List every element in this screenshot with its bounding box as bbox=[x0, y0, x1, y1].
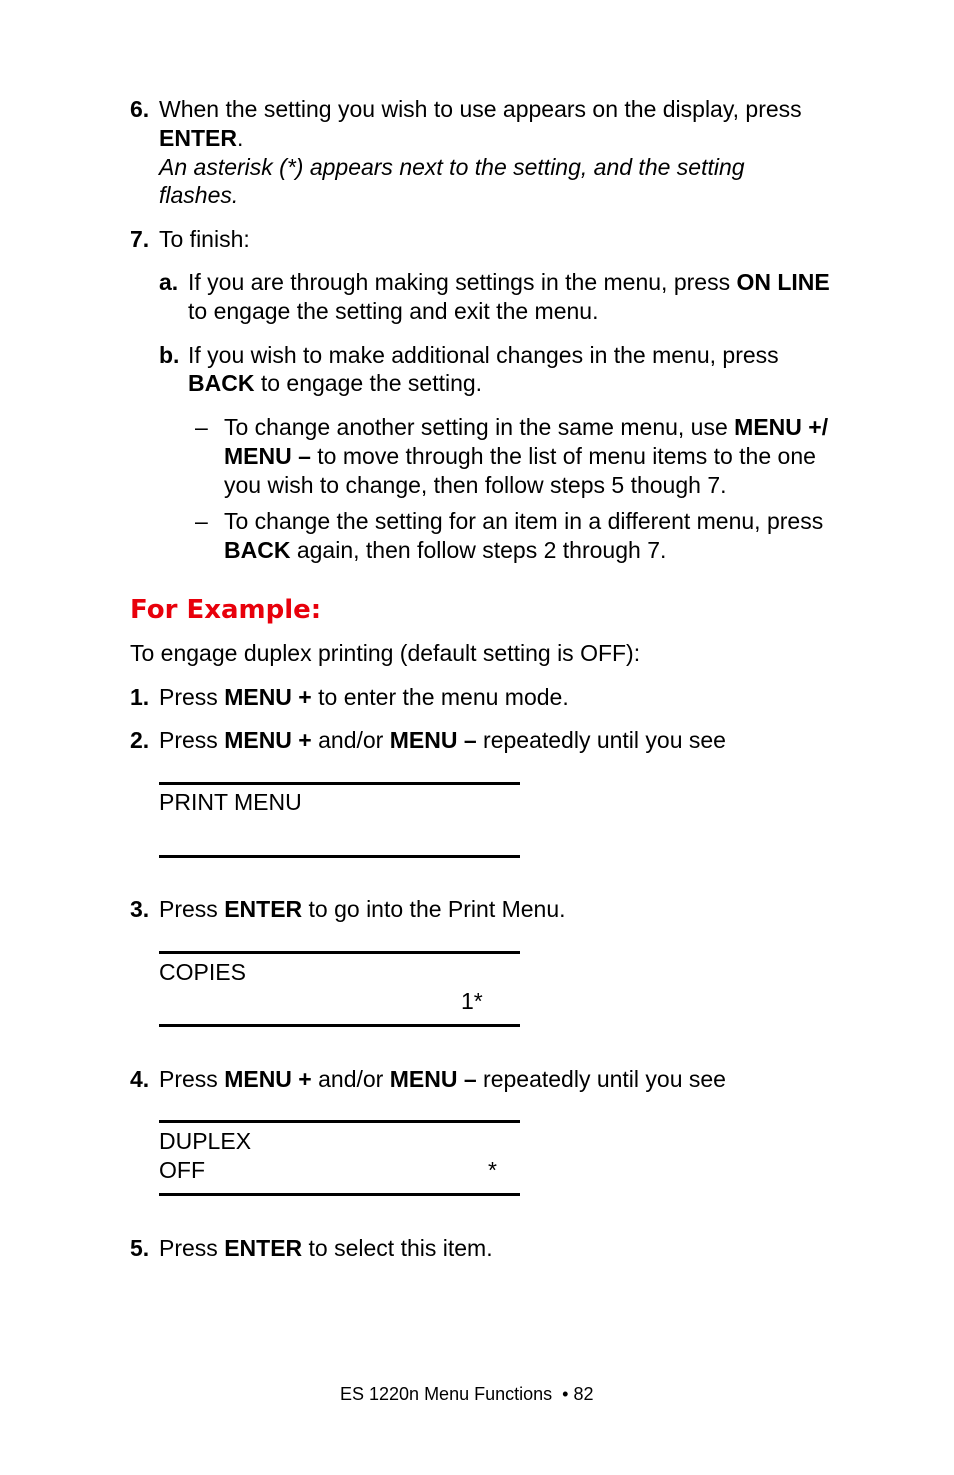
example-step-5-text: Press ENTER to select this item. bbox=[159, 1235, 493, 1261]
example-step-4-text: Press MENU + and/or MENU – repeatedly until you see bbox=[159, 1066, 726, 1092]
step-7-number: 7. bbox=[130, 226, 150, 252]
display-duplex-asterisk: * bbox=[488, 1157, 497, 1183]
display-copies-line1: COPIES bbox=[159, 959, 246, 985]
step-6-note: An asterisk (*) appears next to the setting, and the setting bbox=[159, 154, 745, 180]
substep-b-text: If you wish to make additional changes in the menu, press bbox=[188, 342, 779, 368]
dash-item-2-line2: BACK again, then follow steps 2 through 7. bbox=[224, 537, 667, 563]
substep-a-label: a. bbox=[159, 269, 179, 295]
display-top-rule bbox=[159, 1120, 520, 1123]
step-6-number: 6. bbox=[130, 96, 150, 122]
step-6-note-line2: flashes. bbox=[159, 182, 239, 208]
dash-item-1-line2: MENU – to move through the list of menu items to the one bbox=[224, 443, 816, 469]
substep-a-text-line2: to engage the setting and exit the menu. bbox=[188, 298, 599, 324]
example-step-3-number: 3. bbox=[130, 896, 150, 922]
display-duplex-value: OFF bbox=[159, 1157, 205, 1183]
substep-a-text: If you are through making settings in the menu, press ON LINE bbox=[188, 269, 830, 295]
display-bottom-rule bbox=[159, 1024, 520, 1027]
example-step-5-number: 5. bbox=[130, 1235, 150, 1261]
page-footer: ES 1220n Menu Functions • 82 bbox=[340, 1384, 594, 1404]
display-duplex-line1: DUPLEX bbox=[159, 1128, 252, 1154]
step-6-text: When the setting you wish to use appears on the display, press bbox=[159, 96, 802, 122]
example-step-1-number: 1. bbox=[130, 684, 150, 710]
display-print-menu-line1: PRINT MENU bbox=[159, 789, 302, 815]
substep-b-label: b. bbox=[159, 342, 180, 368]
dash-bullet-2: – bbox=[195, 508, 208, 534]
dash-item-1: To change another setting in the same menu, use MENU +/ bbox=[224, 414, 829, 440]
step-7-text: To finish: bbox=[159, 226, 250, 252]
dash-item-1-line3: you wish to change, then follow steps 5 though 7. bbox=[224, 472, 727, 498]
substep-b-text-line2: BACK to engage the setting. bbox=[188, 370, 483, 396]
dash-item-2: To change the setting for an item in a different menu, press bbox=[224, 508, 824, 534]
display-bottom-rule bbox=[159, 1193, 520, 1196]
example-heading: For Example: bbox=[130, 595, 322, 625]
display-top-rule bbox=[159, 782, 520, 785]
display-bottom-rule bbox=[159, 855, 520, 858]
display-top-rule bbox=[159, 951, 520, 954]
example-step-2-number: 2. bbox=[130, 727, 150, 753]
step-6-text-line2: ENTER. bbox=[159, 125, 244, 151]
dash-bullet-1: – bbox=[195, 414, 208, 440]
example-step-1-text: Press MENU + to enter the menu mode. bbox=[159, 684, 569, 710]
example-intro: To engage duplex printing (default setting is OFF): bbox=[130, 640, 641, 666]
example-step-4-number: 4. bbox=[130, 1066, 150, 1092]
display-copies-value: 1* bbox=[461, 988, 483, 1014]
example-step-2-text: Press MENU + and/or MENU – repeatedly until you see bbox=[159, 727, 726, 753]
example-step-3-text: Press ENTER to go into the Print Menu. bbox=[159, 896, 566, 922]
